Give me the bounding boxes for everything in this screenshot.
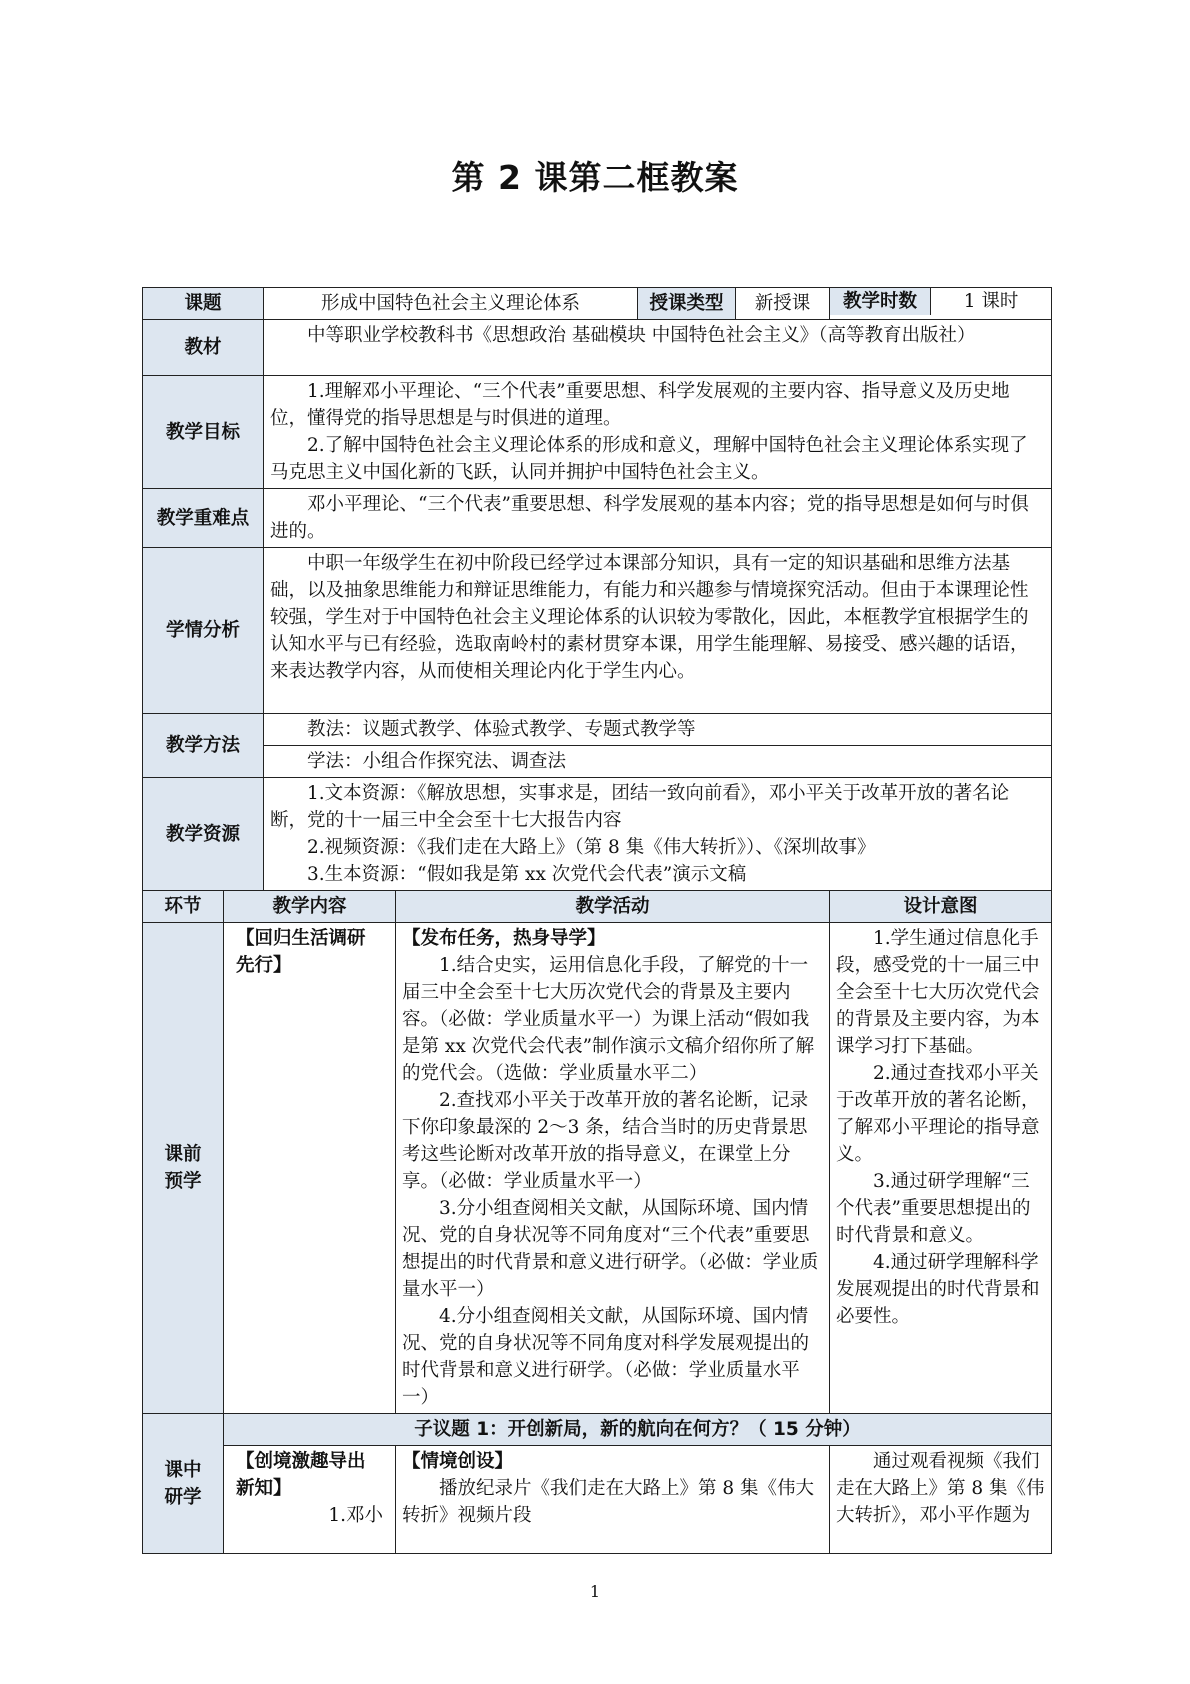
textbook-value: 中等职业学校教科书《思想政治 基础模块 中国特色社会主义》（高等教育出版社） bbox=[307, 325, 976, 346]
preclass-activity-item: 2.查找邓小平关于改革开放的著名论断，记录下你印象最深的 2～3 条，结合当时的历史背景思考这些论断对改革开放的指导意义，在课堂上分享。（必做：学业质量水平一） bbox=[402, 1090, 809, 1192]
goals-row bbox=[143, 376, 1052, 489]
lesson-plan-table bbox=[142, 287, 1052, 1554]
preclass-activity-item: 1.结合史实，运用信息化手段，了解党的十一届三中全会至十七大历次党代会的背景及主要内容。（必做：学业质量水平一）为课上活动“假如我是第 xx 次党代会代表”制作演示文稿介绍你所了解的党代会。（选做：学业质量水平二） bbox=[402, 955, 815, 1084]
inclass-content-item: 1.邓小 bbox=[328, 1505, 384, 1526]
col-stage: 环节 bbox=[143, 891, 224, 923]
topic-label: 课题 bbox=[143, 288, 264, 320]
analysis-row bbox=[143, 548, 1052, 714]
col-intent: 设计意图 bbox=[830, 891, 1052, 923]
method-teach: 教法：议题式教学、体验式教学、专题式教学等 bbox=[307, 719, 696, 740]
subtopic-title: 子议题 1：开创新局，新的航向在何方？（ 15 分钟） bbox=[224, 1414, 1052, 1446]
textbook-row bbox=[143, 320, 1052, 376]
type-value: 新授课 bbox=[736, 288, 830, 320]
analysis-label: 学情分析 bbox=[143, 548, 264, 714]
preclass-intent-item: 3.通过研学理解“三个代表”重要思想提出的时代背景和意义。 bbox=[836, 1171, 1031, 1246]
preclass-activity-item: 4.分小组查阅相关文献，从国际环境、国内情况、党的自身状况等不同角度对科学发展观提出的时代背景和意义进行研学。（必做：学业质量水平一） bbox=[402, 1306, 810, 1408]
key-label: 教学重难点 bbox=[143, 489, 264, 548]
column-header-row bbox=[143, 891, 1052, 923]
goal-item: 1.理解邓小平理论、“三个代表”重要思想、科学发展观的主要内容、指导意义及历史地位，懂得党的指导思想是与时俱进的道理。 bbox=[270, 381, 1010, 429]
resource-label: 教学资源 bbox=[143, 778, 264, 891]
preclass-intent-item: 1.学生通过信息化手段，感受党的十一届三中全会至十七大历次党代会的背景及主要内容，为本课学习打下基础。 bbox=[836, 928, 1040, 1057]
topic-value: 形成中国特色社会主义理论体系 bbox=[264, 288, 638, 320]
inclass-row bbox=[143, 1446, 1052, 1554]
col-content: 教学内容 bbox=[224, 891, 396, 923]
resource-item: 3.生本资源：“假如我是第 xx 次党代会代表”演示文稿 bbox=[307, 864, 747, 885]
hours-value: 1 课时 bbox=[963, 291, 1019, 312]
inclass-activity: 播放纪录片《我们走在大路上》第 8 集《伟大转折》视频片段 bbox=[402, 1478, 815, 1526]
textbook-label: 教材 bbox=[143, 320, 264, 376]
preclass-intent-item: 4.通过研学理解科学发展观提出的时代背景和必要性。 bbox=[836, 1252, 1040, 1327]
preclass-row bbox=[143, 923, 1052, 1414]
preclass-activity-header: 【发布任务，热身导学】 bbox=[402, 928, 606, 949]
key-row bbox=[143, 489, 1052, 548]
topic-row bbox=[143, 288, 1052, 320]
subtopic-row bbox=[143, 1414, 1052, 1446]
hours-label: 教学时数 bbox=[830, 288, 931, 315]
preclass-stage: 课前预学 bbox=[143, 923, 224, 1414]
preclass-activity-item: 3.分小组查阅相关文献，从国际环境、国内情况、党的自身状况等不同角度对“三个代表”重要思想提出的时代背景和意义进行研学。（必做：学业质量水平一） bbox=[402, 1198, 819, 1300]
method-label: 教学方法 bbox=[143, 714, 264, 778]
resource-row bbox=[143, 778, 1052, 891]
preclass-content: 【回归生活调研先行】 bbox=[236, 928, 366, 976]
goal-item: 2.了解中国特色社会主义理论体系的形成和意义，理解中国特色社会主义理论体系实现了马克思主义中国化新的飞跃，认同并拥护中国特色社会主义。 bbox=[270, 435, 1028, 483]
inclass-intent: 通过观看视频《我们走在大路上》第 8 集《伟大转折》，邓小平作题为 bbox=[836, 1451, 1045, 1526]
method-learn: 学法：小组合作探究法、调查法 bbox=[307, 751, 567, 772]
resource-item: 2.视频资源：《我们走在大路上》（第 8 集《伟大转折》）、《深圳故事》 bbox=[307, 837, 876, 858]
inclass-stage: 课中研学 bbox=[143, 1414, 224, 1554]
key-value: 邓小平理论、“三个代表”重要思想、科学发展观的基本内容；党的指导思想是如何与时俱进的。 bbox=[270, 494, 1029, 542]
inclass-activity-header: 【情境创设】 bbox=[402, 1451, 514, 1472]
method-row bbox=[143, 714, 1052, 746]
page-number: 1 bbox=[589, 1582, 601, 1601]
resource-item: 1.文本资源：《解放思想，实事求是，团结一致向前看》，邓小平关于改革开放的著名论断，党的十一届三中全会至十七大报告内容 bbox=[270, 783, 1010, 831]
col-activity: 教学活动 bbox=[396, 891, 830, 923]
preclass-intent-item: 2.通过查找邓小平关于改革开放的著名论断，了解邓小平理论的指导意义。 bbox=[836, 1063, 1040, 1165]
goals-label: 教学目标 bbox=[143, 376, 264, 489]
analysis-value: 中职一年级学生在初中阶段已经学过本课部分知识，具有一定的知识基础和思维方法基础，以及抽象思维能力和辩证思维能力，有能力和兴趣参与情境探究活动。但由于本课理论性较强，学生对于中国特色社会主义理论体系的认识较为零散化，因此，本框教学宜根据学生的认知水平与已有经验，选取南岭村的素材贯穿本课，用学生能理解、易接受、感兴趣的话语，来表达教学内容，从而使相关理论内化于学生内心。 bbox=[270, 553, 1029, 682]
inclass-content-header: 【创境激趣导出新知】 bbox=[236, 1451, 366, 1499]
page-title: 第 2 课第二框教案 bbox=[451, 158, 739, 197]
type-label: 授课类型 bbox=[638, 288, 736, 320]
